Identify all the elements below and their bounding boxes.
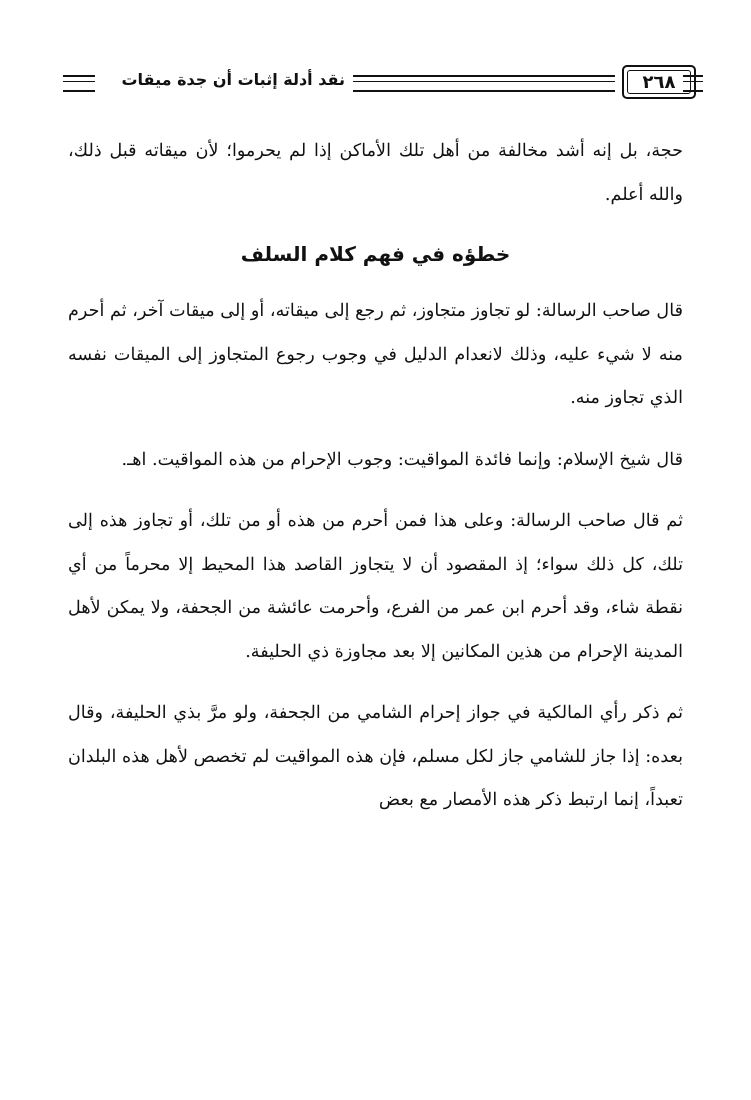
running-title: نقد أدلة إثبات أن جدة ميقات [121,70,345,89]
header-rule-left [63,75,95,92]
section-heading: خطؤه في فهم كلام السلف [240,242,511,266]
page-number: ٢٦٨ [622,65,696,99]
header-rule-middle [353,75,615,92]
page-header [55,56,703,112]
paragraph-3: قال شيخ الإسلام: وإنما فائدة المواقيت: وجوب الإحرام من هذه المواقيت. اهـ. [121,449,683,470]
page-body [68,130,683,823]
paragraph-2: قال صاحب الرسالة: لو تجاوز متجاوز، ثم رجع إلى ميقاته، أو إلى ميقات آخر، ثم أحرم منه لا شيء عليه، وذلك لانعدام الدليل في وجوب رجوع المتجاوز إلى الميقات نفسه الذي تجاوز منه. [68,301,683,408]
paragraph-1: حجة، بل إنه أشد مخالفة من أهل تلك الأماكن إذا لم يحرموا؛ لأن ميقاته قبل ذلك، والله أعلم. [68,141,683,205]
paragraph-4: ثم قال صاحب الرسالة: وعلى هذا فمن أحرم من هذه أو من تلك، أو تجاوز هذه إلى تلك، كل ذلك سواء؛ إذ المقصود أن لا يتجاوز القاصد هذا المحيط إلا محرماً من أي نقطة شاء، وقد أحرم ابن عمر من الفرع، وأحرمت عائشة من الجحفة، ولا يمكن لأهل المدينة الإحرام من هذين المكانين إلا بعد مجاوزة ذي الحليفة. [68,511,683,662]
paragraph-5: ثم ذكر رأي المالكية في جواز إحرام الشامي من الجحفة، ولو مرَّ بذي الحليفة، وقال بعده: إذا جاز للشامي جاز لكل مسلم، فإن هذه المواقيت لم تخصص لأهل هذه البلدان تعبداً، إنما ارتبط ذكر هذه الأمصار مع بعض [68,703,683,810]
